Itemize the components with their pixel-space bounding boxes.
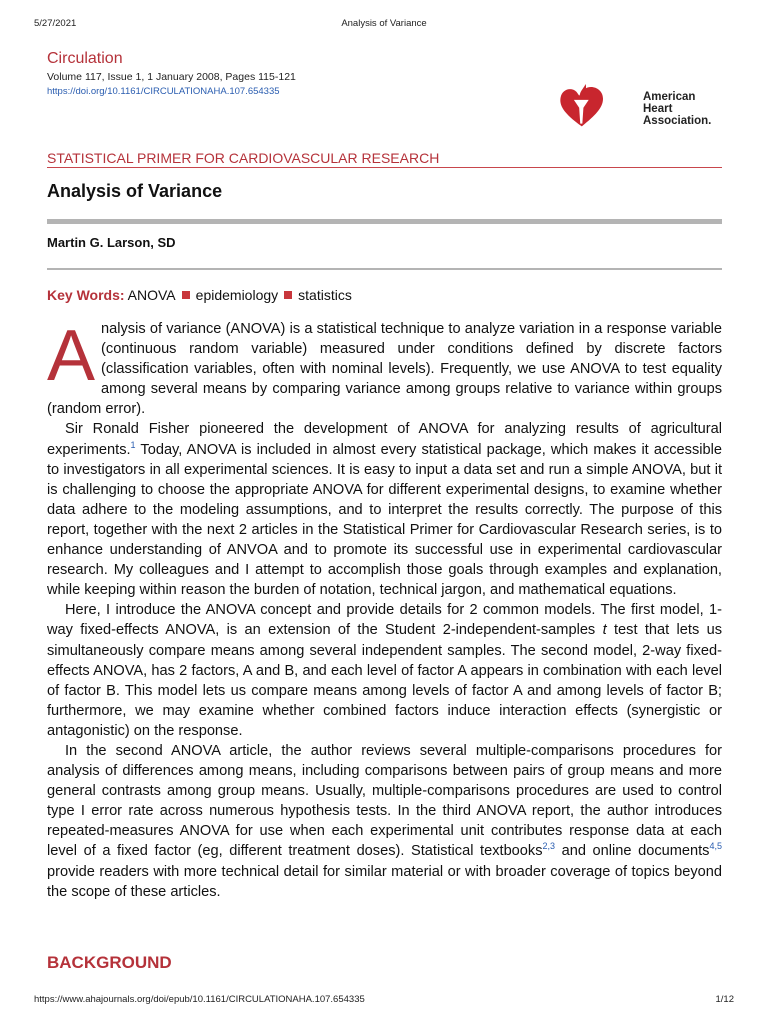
drop-cap: A [47,316,96,396]
keyword: ANOVA [127,287,176,303]
keywords [47,287,352,303]
footer-url: https://www.ahajournals.org/doi/epub/10.1161/CIRCULATIONAHA.107.654335 [34,994,365,1005]
print-date: 5/27/2021 [34,18,77,29]
paragraph-text: test that lets us simultaneously compare means among several independent samples. The second model, 2-way fixed-effects ANOVA, has 2 factors, A and B, and each level of factor A appears in combination with each level of factor B. This model lets us compare means among levels of factor A and among levels of factor B; furthermore, we may examine whether combined factors induce interaction effects (synergistic or antagonistic) on the response. [47,622,722,739]
paragraph-text: provide readers with more technical detail for similar material or with broader coverage of topics beyond the scope of these articles. [47,863,722,900]
paragraph-text: Today, ANOVA is included in almost every statistical package, which makes it accessible to investigators in all experimental sciences. It is easy to input a data set and run a simple ANOVA, but it is challenging to choose the appropriate ANOVA for different experimental designs, to examine whether data adhere to the modeling assumptions, and to interpret the results correctly. The purpose of this report, together with the next 2 articles in the Statistical Primer for Cardiovascular Research series, is to enhance understanding of ANVOA and to promote its successful use in experimental cardiovascular research. My colleagues and I attempt to accomplish those goals through examples and explanation, while keeping within reason the burden of notation, technical jargon, and mathematical equations. [47,441,722,599]
keywords-label: Key Words: [47,287,125,303]
paragraph [47,600,722,741]
print-title: Analysis of Variance [341,18,427,29]
article-body [47,316,722,902]
paragraph-text: and online documents [555,843,710,860]
paragraph-text: In the second ANOVA article, the author reviews several multiple-comparisons procedures for analysis of differences among means, including comparisons between pairs of group means and more general contrasts among group means. Usually, multiple-comparisons procedures are used to control type I error rate across numerous hypothesis tests. In the third ANOVA report, the author introduces repeated-measures ANOVA for use when each experimental unit contributes response data at each level of a fixed factor (eg, different treatment doses). Statistical textbooks [47,742,722,860]
series-heading: STATISTICAL PRIMER FOR CARDIOVASCULAR RESEARCH [47,150,722,168]
aha-heart-torch-logo-icon [558,60,648,145]
paragraph-text: Here, I introduce the ANOVA concept and provide details for 2 common models. The first model, 1-way fixed-effects ANOVA, is an extension of the Student 2-independent-samples [47,602,722,639]
aha-logo-text: American Heart Association. [643,91,712,127]
volume-info: Volume 117, Issue 1, 1 January 2008, Pages 115-121 [47,71,296,83]
divider [47,268,722,270]
page-number: 1/12 [715,994,734,1005]
divider [47,219,722,224]
reference-link[interactable]: 4,5 [709,841,722,852]
keyword: epidemiology [195,287,279,303]
doi-link[interactable]: https://doi.org/10.1161/CIRCULATIONAHA.107.654335 [47,86,280,97]
reference-link[interactable]: 1 [130,439,136,450]
paragraph-text: Sir Ronald Fisher pioneered the development of ANOVA for analyzing results of agricultural experiments. [47,421,722,458]
square-bullet-icon [284,291,292,299]
paragraph-text: nalysis of variance (ANOVA) is a statistical technique to analyze variation in a response variable (continuous random variable) measured under conditions defined by discrete factors (classification variables, often with nominal levels). Frequently, we use ANOVA to test equality among several means by comparing variance among groups relative to variance within groups (random error). [47,321,722,418]
paragraph [47,741,722,902]
journal-name: Circulation [47,50,123,67]
square-bullet-icon [182,291,190,299]
article-title: Analysis of Variance [47,181,223,201]
reference-link[interactable]: 2,3 [542,841,556,852]
paragraph [47,419,722,600]
italic-t: t [602,622,607,639]
keyword: statistics [298,287,352,303]
author: Martin G. Larson, SD [47,235,176,250]
section-heading: BACKGROUND [47,953,172,972]
paragraph [47,316,722,419]
